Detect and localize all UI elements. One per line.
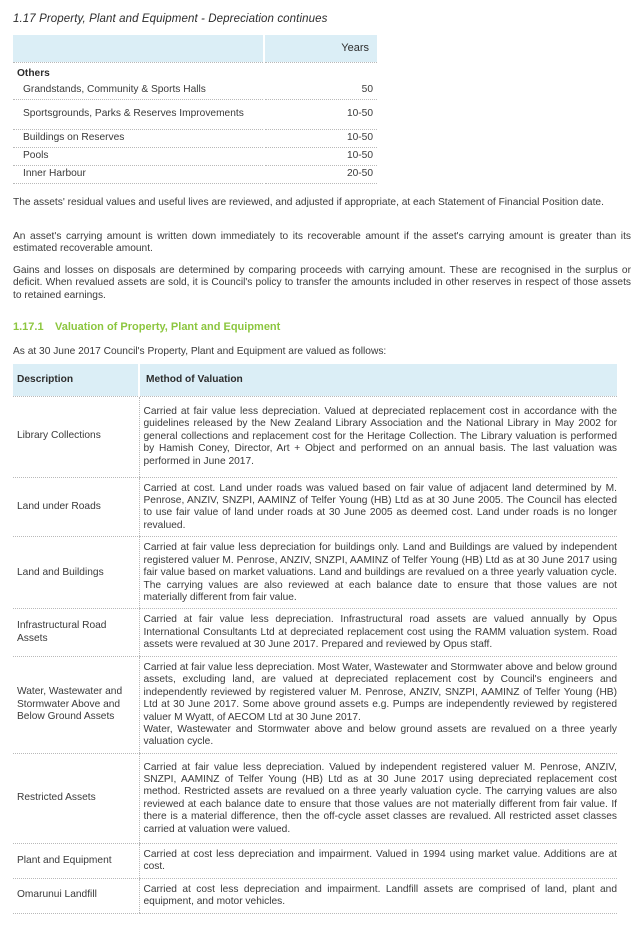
depreciation-years-table [13,35,377,184]
table-row [13,147,377,165]
years-column-header: Years [264,35,377,62]
useful-life-value: 20-50 [264,165,377,183]
paragraph-gains-losses: Gains and losses on disposals are determined by comparing proceeds with carrying amount. These are recognised in the surplus or deficit. When revalued assets are sold, it is Council's policy to transfer the amounts included in other reserves in respect of those assets to retained earnings. [13,265,631,301]
valuation-method: Carried at cost. Land under roads was valued based on fair value of adjacent land determined by M. Penrose, ANZIV, SNZPI, AAMINZ of Telfer Young (HB) Ltd as at 30 June 2005. The Council has elected to use fair value of land under roads at 30 June 2005 as deemed cost. Land under roads is no longer revalued. [139,477,617,537]
paragraph-residual-values: The assets' residual values and useful lives are reviewed, and adjusted if appropriate, at each Statement of Financial Position date. [13,197,604,208]
asset-description: Land and Buildings [13,537,139,609]
table-row [13,843,617,878]
table-row [13,165,377,183]
valuation-intro: As at 30 June 2017 Council's Property, Plant and Equipment are valued as follows: [13,346,387,357]
asset-class-label: Grandstands, Community & Sports Halls [13,81,264,99]
valuation-table-header-row [13,364,617,396]
asset-description: Water, Wastewater and Stormwater Above and Below Ground Assets [13,656,139,753]
asset-description: Land under Roads [13,477,139,537]
valuation-method: Carried at cost less depreciation and impairment. Valued in 1994 using market value. Additions are at cost. [139,843,617,878]
section-heading: 1.17 Property, Plant and Equipment - Depreciation continues [13,13,328,25]
asset-class-label: Pools [13,147,264,165]
years-table-group-row [13,62,377,81]
subsection-title: Valuation of Property, Plant and Equipment [55,321,281,333]
useful-life-value: 10-50 [264,147,377,165]
useful-life-value: 10-50 [264,99,377,129]
table-row [13,609,617,656]
table-row [13,656,617,753]
table-row [13,878,617,913]
paragraph-carrying-amount: An asset's carrying amount is written down immediately to its recoverable amount if the asset's carrying amount is greater than its estimated recoverable amount. [13,231,631,255]
valuation-method: Carried at fair value less depreciation. Valued at depreciated replacement cost in accordance with the guidelines released by the New Zealand Library Association and the National Library in May 2002 for general collections and replacement cost for the Heritage Collection. The Library valuation is performed by Hamish Coney, Director, Art + Object and performed on an annual basis. The last valuation was performed in June 2017. [139,396,617,477]
table-row [13,477,617,537]
description-column-header: Description [13,364,139,396]
years-table-header-row [13,35,377,62]
valuation-table [13,364,617,914]
asset-description: Omarunui Landfill [13,878,139,913]
table-row [13,81,377,99]
table-row [13,537,617,609]
table-row [13,396,617,477]
asset-description: Infrastructural Road Assets [13,609,139,656]
years-table-header-blank [13,35,264,62]
table-row [13,753,617,843]
asset-description: Library Collections [13,396,139,477]
valuation-method: Carried at fair value less depreciation. Valued by independent registered valuer M. Penrose, ANZIV, SNZPI, AAMINZ of Telfer Young (HB) Ltd as at 30 June 2017 using depreciated replacement cost method. Restricted assets are revalued on a three yearly valuation cycle. The carrying values are also reviewed at each balance date to ensure that those values are not materially different from fair value. If there is a material difference, then the off-cycle asset classes are revalued. All restricted asset classes carried at valuation were valued. [139,753,617,843]
asset-class-label: Sportsgrounds, Parks & Reserves Improvements [13,99,264,129]
valuation-method: Carried at fair value less depreciation. Most Water, Wastewater and Stormwater above and below ground assets, excluding land, are valued at depreciated replacement cost by Council's engineers and independently reviewed by registered valuer M. Penrose, ANZIV, SNZPI, AAMINZ of Telfer Young (HB) Ltd at 30 June 2017. Some above ground assets e.g. Pumps are independently reviewed by registered valuer M Wyatt, of AECOM Ltd at 30 June 2017. Water, Wastewater and Stormwater above and below ground assets are revalued on a three yearly valuation cycle. [139,656,617,753]
valuation-method: Carried at fair value less depreciation. Infrastructural road assets are valued annually by Opus International Consultants Ltd at depreciated replacement cost using the RAMM valuation system. Road assets were revalued at 30 June 2017. Prepared and reviewed by Opus staff. [139,609,617,656]
asset-class-label: Buildings on Reserves [13,129,264,147]
asset-description: Plant and Equipment [13,843,139,878]
asset-class-label: Inner Harbour [13,165,264,183]
useful-life-value: 10-50 [264,129,377,147]
group-label-others: Others [17,67,50,79]
valuation-method: Carried at cost less depreciation and impairment. Landfill assets are comprised of land, plant and equipment, and motor vehicles. [139,878,617,913]
table-row [13,99,377,129]
valuation-method: Carried at fair value less depreciation for buildings only. Land and Buildings are valued by independent registered valuer M. Penrose, ANZIV, SNZPI, AAMINZ of Telfer Young (HB) Ltd as at 30 June 2017 using fair value based on market valuations. Land and buildings are revalued on a three yearly valuation cycle. The carrying values are also reviewed at each balance date to ensure that those values are not materially different from fair value. [139,537,617,609]
method-column-header: Method of Valuation [139,364,617,396]
table-row [13,129,377,147]
subsection-number: 1.17.1 [13,321,44,333]
asset-description: Restricted Assets [13,753,139,843]
subsection-heading [13,321,280,334]
useful-life-value: 50 [264,81,377,99]
